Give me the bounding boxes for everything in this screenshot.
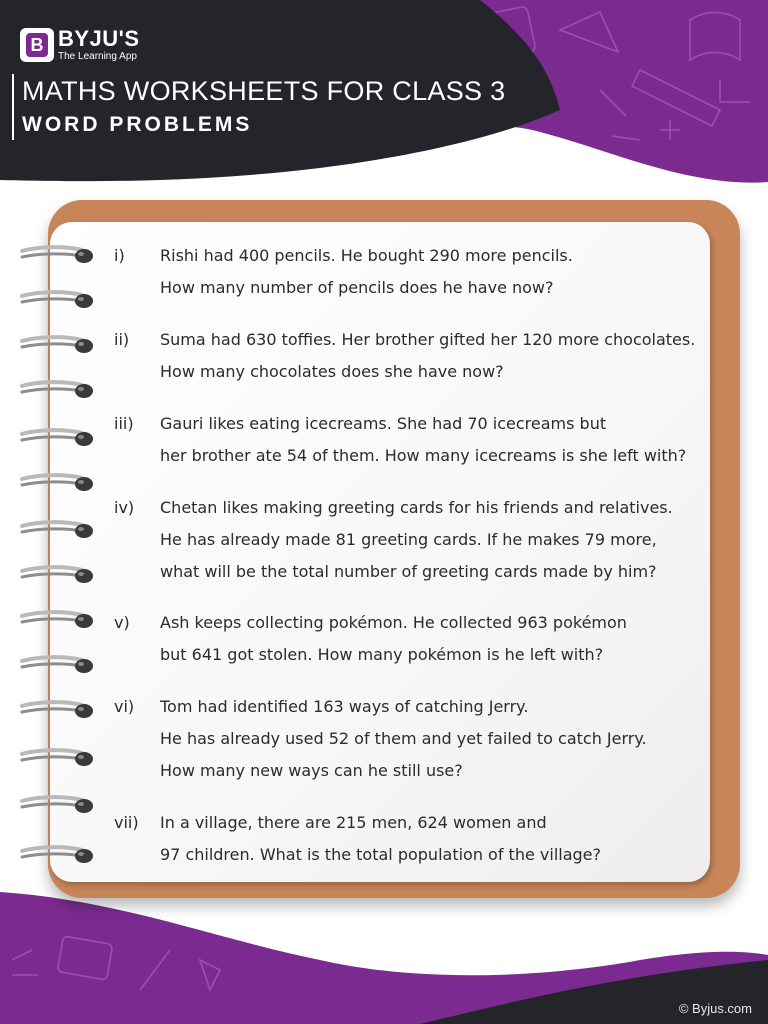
problem-line: How many number of pencils does he have now? <box>160 278 554 297</box>
problem-list <box>114 240 714 891</box>
spiral-ring-icon <box>20 697 96 721</box>
spiral-ring-icon <box>20 377 96 401</box>
logo-letter: B <box>26 33 48 57</box>
problem-text <box>160 324 714 388</box>
problem-item <box>114 607 714 671</box>
copyright-text: © Byjus.com <box>678 1001 752 1016</box>
problem-number: vi) <box>114 697 135 716</box>
problem-item <box>114 408 714 472</box>
problem-text <box>160 240 714 304</box>
byjus-logo-icon <box>20 28 54 62</box>
brand-name: BYJU'S <box>58 26 140 51</box>
problem-number: iii) <box>114 414 134 433</box>
problem-line: Chetan likes making greeting cards for his friends and relatives. <box>160 498 673 517</box>
problem-text <box>160 607 714 671</box>
spiral-ring-icon <box>20 607 96 631</box>
spiral-ring-icon <box>20 517 96 541</box>
problem-item <box>114 324 714 388</box>
problem-line: 97 children. What is the total population of the village? <box>160 845 601 864</box>
problem-line: Tom had identified 163 ways of catching Jerry. <box>160 697 529 716</box>
worksheet-title: MATHS WORKSHEETS FOR CLASS 3 <box>22 76 506 106</box>
problem-text <box>160 492 714 588</box>
problem-number: iv) <box>114 498 135 517</box>
problem-line: Gauri likes eating icecreams. She had 70 icecreams but <box>160 414 607 433</box>
spiral-ring-icon <box>20 287 96 311</box>
problem-line: her brother ate 54 of them. How many icecreams is she left with? <box>160 446 687 465</box>
spiral-ring-icon <box>20 332 96 356</box>
problem-line: Ash keeps collecting pokémon. He collected 963 pokémon <box>160 613 627 632</box>
spiral-ring-icon <box>20 425 96 449</box>
problem-text <box>160 408 714 472</box>
worksheet-title-block <box>12 74 505 140</box>
spiral-ring-icon <box>20 470 96 494</box>
problem-number: v) <box>114 613 130 632</box>
problem-item <box>114 492 714 588</box>
spiral-ring-icon <box>20 792 96 816</box>
problem-number: vii) <box>114 813 139 832</box>
problem-line: He has already made 81 greeting cards. If he makes 79 more, <box>160 530 657 549</box>
problem-line: Suma had 630 toffies. Her brother gifted her 120 more chocolates. <box>160 330 696 349</box>
problem-text <box>160 691 714 787</box>
problem-line: Rishi had 400 pencils. He bought 290 more pencils. <box>160 246 573 265</box>
problem-item <box>114 691 714 787</box>
spiral-ring-icon <box>20 652 96 676</box>
spiral-ring-icon <box>20 745 96 769</box>
problem-line: He has already used 52 of them and yet failed to catch Jerry. <box>160 729 647 748</box>
problem-line: How many chocolates does she have now? <box>160 362 504 381</box>
spiral-ring-icon <box>20 842 96 866</box>
worksheet-subtitle: WORD PROBLEMS <box>22 113 253 136</box>
problem-line: In a village, there are 215 men, 624 women and <box>160 813 547 832</box>
brand-tagline: The Learning App <box>58 51 137 62</box>
problem-line: what will be the total number of greeting cards made by him? <box>160 562 657 581</box>
problem-line: but 641 got stolen. How many pokémon is he left with? <box>160 645 604 664</box>
problem-item <box>114 807 714 871</box>
spiral-ring-icon <box>20 562 96 586</box>
byjus-logo <box>20 28 140 62</box>
problem-text <box>160 807 714 871</box>
problem-line: How many new ways can he still use? <box>160 761 463 780</box>
problem-number: ii) <box>114 330 130 349</box>
problem-item <box>114 240 714 304</box>
problem-number: i) <box>114 246 125 265</box>
spiral-ring-icon <box>20 242 96 266</box>
